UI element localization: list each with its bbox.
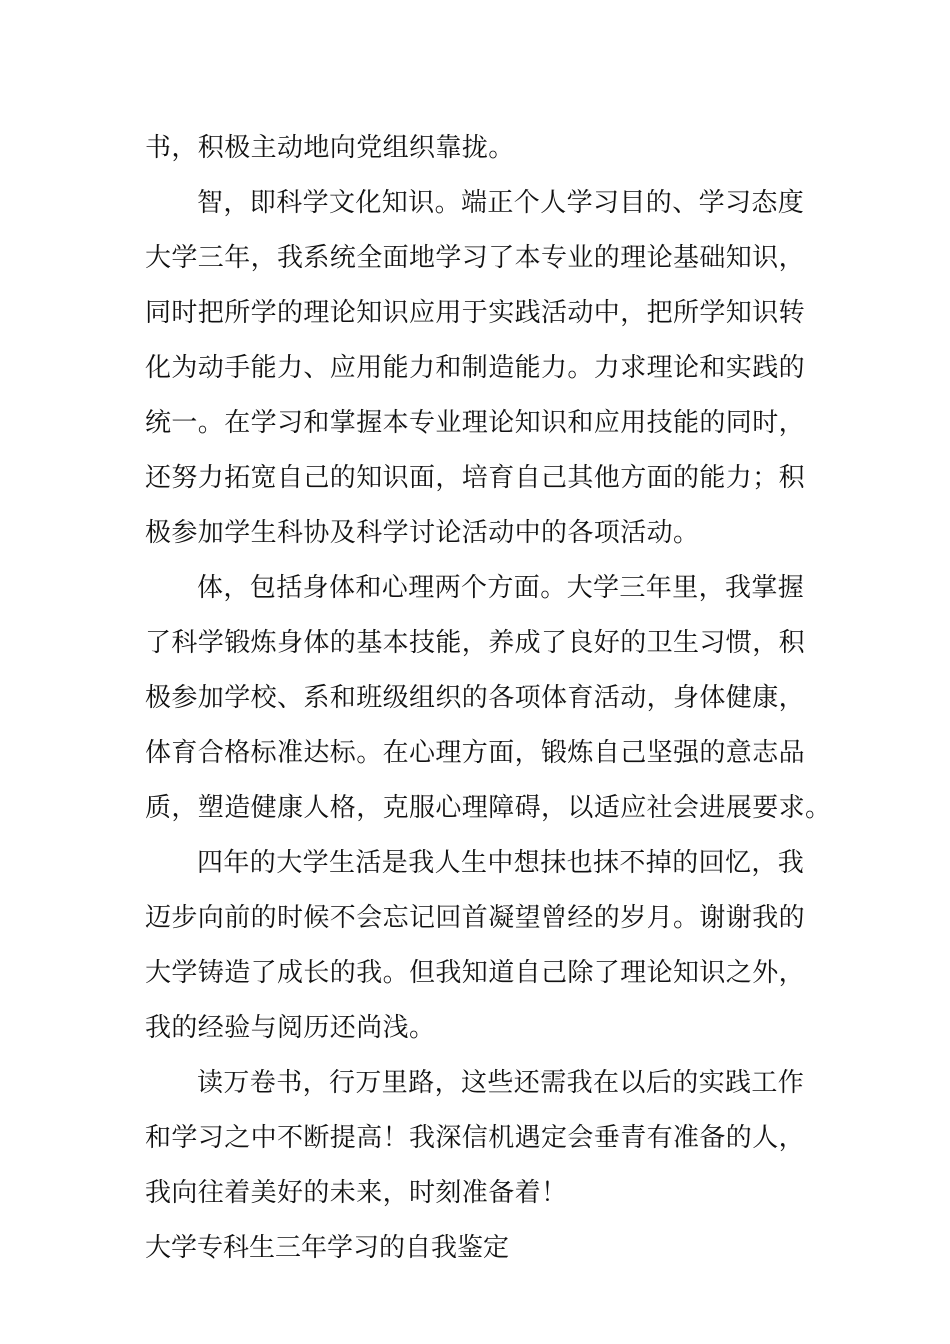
text-line: 书，积极主动地向党组织靠拢。 (145, 133, 515, 163)
text-line: 了科学锻炼身体的基本技能，养成了良好的卫生习惯，积 (145, 628, 806, 658)
text-line: 还努力拓宽自己的知识面，培育自己其他方面的能力；积 (145, 463, 806, 493)
next-section-title: 大学专科生三年学习的自我鉴定 (145, 1233, 510, 1263)
text-line: 极参加学校、系和班级组织的各项体育活动，身体健康， (145, 683, 806, 713)
document-body (145, 121, 832, 1276)
text-line: 化为动手能力、应用能力和制造能力。力求理论和实践的 (145, 353, 806, 383)
text-line: 体育合格标准达标。在心理方面，锻炼自己坚强的意志品 (145, 738, 806, 768)
text-line: 质，塑造健康人格，克服心理障碍，以适应社会进展要求。 (145, 793, 832, 823)
text-line: 和学习之中不断提高！我深信机遇定会垂青有准备的人， (145, 1123, 806, 1153)
text-line: 极参加学生科协及科学讨论活动中的各项活动。 (145, 518, 700, 548)
paragraph-start-line: 读万卷书，行万里路，这些还需我在以后的实践工作 (197, 1068, 805, 1098)
text-line: 大学三年，我系统全面地学习了本专业的理论基础知识， (145, 243, 806, 273)
paragraph-start-line: 智，即科学文化知识。端正个人学习目的、学习态度 (197, 188, 805, 218)
text-line: 迈步向前的时候不会忘记回首凝望曾经的岁月。谢谢我的 (145, 903, 806, 933)
text-line: 大学铸造了成长的我。但我知道自己除了理论知识之外， (145, 958, 806, 988)
text-line: 同时把所学的理论知识应用于实践活动中，把所学知识转 (145, 298, 806, 328)
paragraph-start-line: 体，包括身体和心理两个方面。大学三年里，我掌握 (197, 573, 805, 603)
text-line: 我的经验与阅历还尚浅。 (145, 1013, 436, 1043)
text-line: 我向往着美好的未来，时刻准备着！ (145, 1178, 568, 1208)
text-line: 统一。在学习和掌握本专业理论知识和应用技能的同时， (145, 408, 806, 438)
paragraph-start-line: 四年的大学生活是我人生中想抹也抹不掉的回忆，我 (197, 848, 805, 878)
